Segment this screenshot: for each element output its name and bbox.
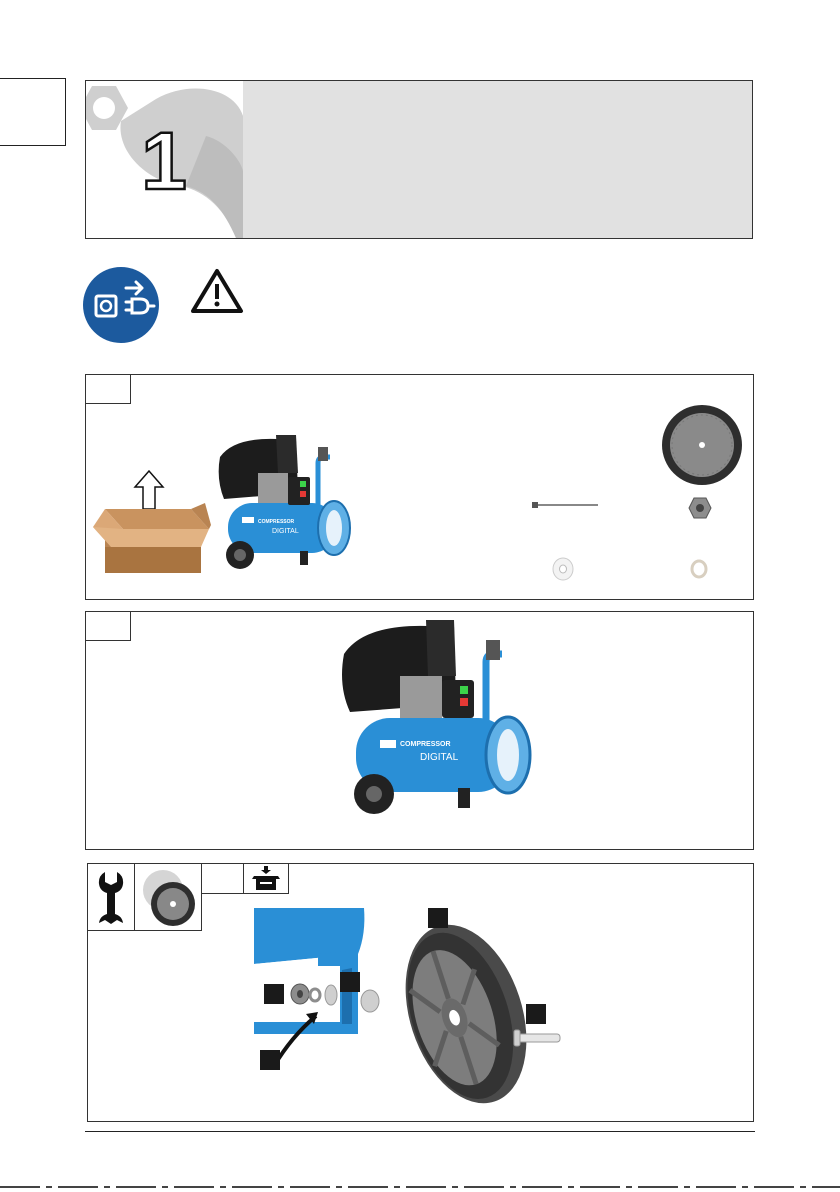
callout-badge xyxy=(428,908,448,928)
step-tab xyxy=(85,374,131,404)
warning-triangle-icon xyxy=(190,268,244,314)
tool-box-wrench xyxy=(87,863,135,931)
step-panel-wheel-mounting xyxy=(87,863,754,1122)
compressor-image xyxy=(214,433,362,573)
compressor-image-large xyxy=(336,618,546,828)
callout-badge xyxy=(340,972,360,992)
part-spring-washer xyxy=(690,559,708,579)
wrench-background-icon xyxy=(86,81,243,238)
step-panel-assembled xyxy=(85,611,754,850)
compressor-model-label: COMPRESSOR xyxy=(258,519,295,525)
callout-badge xyxy=(526,1004,546,1024)
callout-badge xyxy=(264,984,284,1004)
part-washer xyxy=(552,557,574,581)
part-axle-bolt xyxy=(530,497,600,507)
step-panel-unpack xyxy=(85,374,754,600)
compressor-model-label-large: COMPRESSOR xyxy=(400,741,451,748)
part-wheel xyxy=(660,403,744,487)
compressor-series-label: DIGITAL xyxy=(272,528,299,535)
open-box-illustration xyxy=(91,469,211,575)
step-tab xyxy=(85,611,131,641)
wrench-icon xyxy=(88,864,134,930)
chapter-number: 1 xyxy=(141,116,187,207)
open-box-icon xyxy=(243,863,289,894)
footer-rule xyxy=(85,1131,755,1132)
page-side-tab xyxy=(0,78,66,146)
compressor-series-label-large: DIGITAL xyxy=(420,752,459,763)
part-hex-nut xyxy=(688,497,712,519)
bottom-edge-marks xyxy=(0,1186,840,1188)
empty-box xyxy=(201,863,244,894)
disconnect-power-icon xyxy=(82,266,160,344)
wheel-assembly-drawing xyxy=(248,904,578,1114)
part-box-wheel xyxy=(134,863,202,931)
chapter-icon-area xyxy=(86,81,243,238)
callout-badge xyxy=(260,1050,280,1070)
chapter-header xyxy=(85,80,753,239)
